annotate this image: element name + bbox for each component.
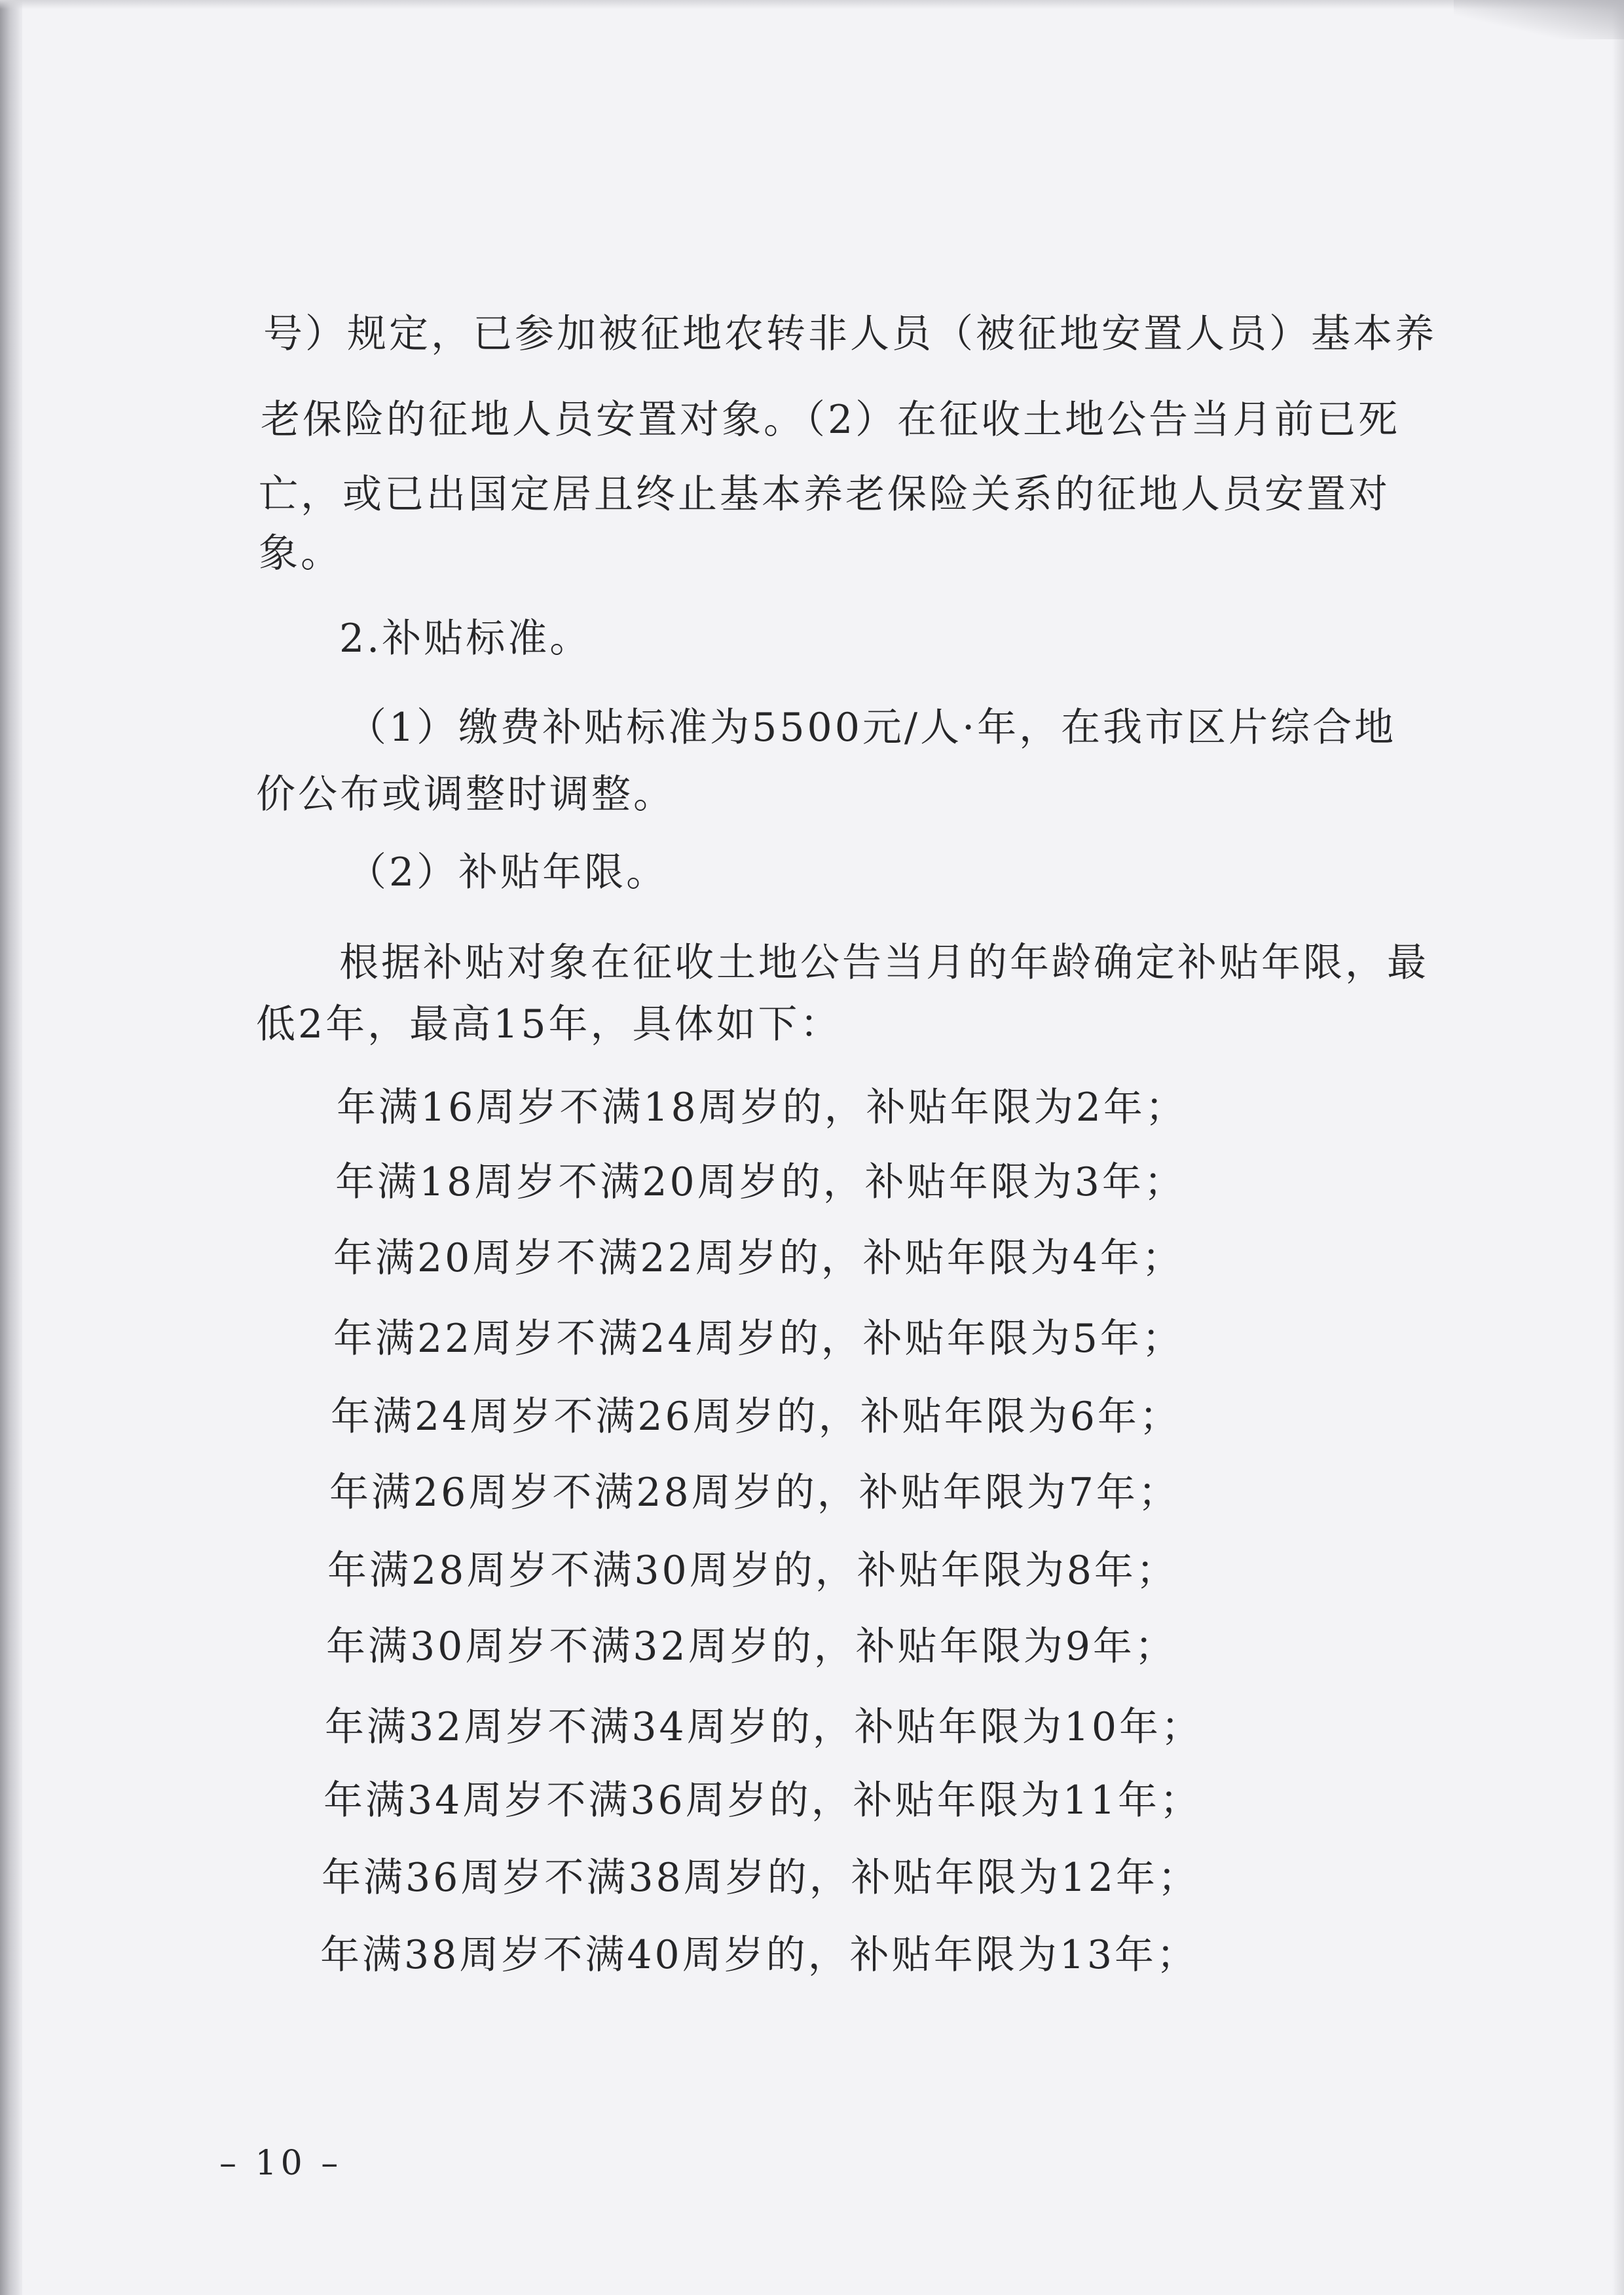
list-item: 年满18周岁不满20周岁的，补贴年限为3年； xyxy=(335,1159,1186,1205)
list-item: 年满30周岁不满32周岁的，补贴年限为9年； xyxy=(326,1624,1177,1670)
list-item: 年满16周岁不满18周岁的，补贴年限为2年； xyxy=(337,1085,1187,1130)
list-item: 年满32周岁不满34周岁的，补贴年限为10年； xyxy=(325,1704,1204,1750)
scan-corner-shadow xyxy=(1454,0,1624,39)
paragraph-line: 号）规定，已参加被征地农转非人员（被征地安置人员）基本养 xyxy=(263,311,1437,357)
paragraph-line: 老保险的征地人员安置对象。（2）在征收土地公告当月前已死 xyxy=(261,397,1401,443)
paragraph-line: 低2年，最高15年，具体如下： xyxy=(256,1001,842,1047)
paragraph-line: （1）缴费补贴标准为5500元/人·年，在我市区片综合地 xyxy=(347,705,1397,751)
scan-edge-right xyxy=(1612,0,1624,2295)
scan-edge-top xyxy=(0,0,1624,9)
paragraph-line: 象。 xyxy=(259,531,342,576)
list-item: 年满26周岁不满28周岁的，补贴年限为7年； xyxy=(329,1470,1180,1516)
list-item: 年满38周岁不满40周岁的，补贴年限为13年； xyxy=(320,1932,1199,1978)
list-item: 年满24周岁不满26周岁的，补贴年限为6年； xyxy=(331,1394,1181,1440)
paragraph-line: 根据补贴对象在征收土地公告当月的年龄确定补贴年限，最 xyxy=(339,940,1429,986)
paragraph-line: 亡，或已出国定居且终止基本养老保险关系的征地人员安置对 xyxy=(259,472,1390,517)
section-heading: 2.补贴标准。 xyxy=(339,616,592,662)
list-item: 年满28周岁不满30周岁的，补贴年限为8年； xyxy=(327,1548,1178,1594)
list-item: 年满36周岁不满38周岁的，补贴年限为12年； xyxy=(322,1855,1200,1901)
list-item: 年满20周岁不满22周岁的，补贴年限为4年； xyxy=(333,1235,1184,1281)
list-item: 年满34周岁不满36周岁的，补贴年限为11年； xyxy=(323,1778,1202,1823)
list-item: 年满22周岁不满24周岁的，补贴年限为5年； xyxy=(333,1316,1184,1362)
paragraph-line: 价公布或调整时调整。 xyxy=(256,772,675,817)
page-number: – 10 – xyxy=(219,2144,342,2183)
scan-edge-left xyxy=(0,0,22,2295)
subsection-heading: （2）补贴年限。 xyxy=(347,849,669,895)
